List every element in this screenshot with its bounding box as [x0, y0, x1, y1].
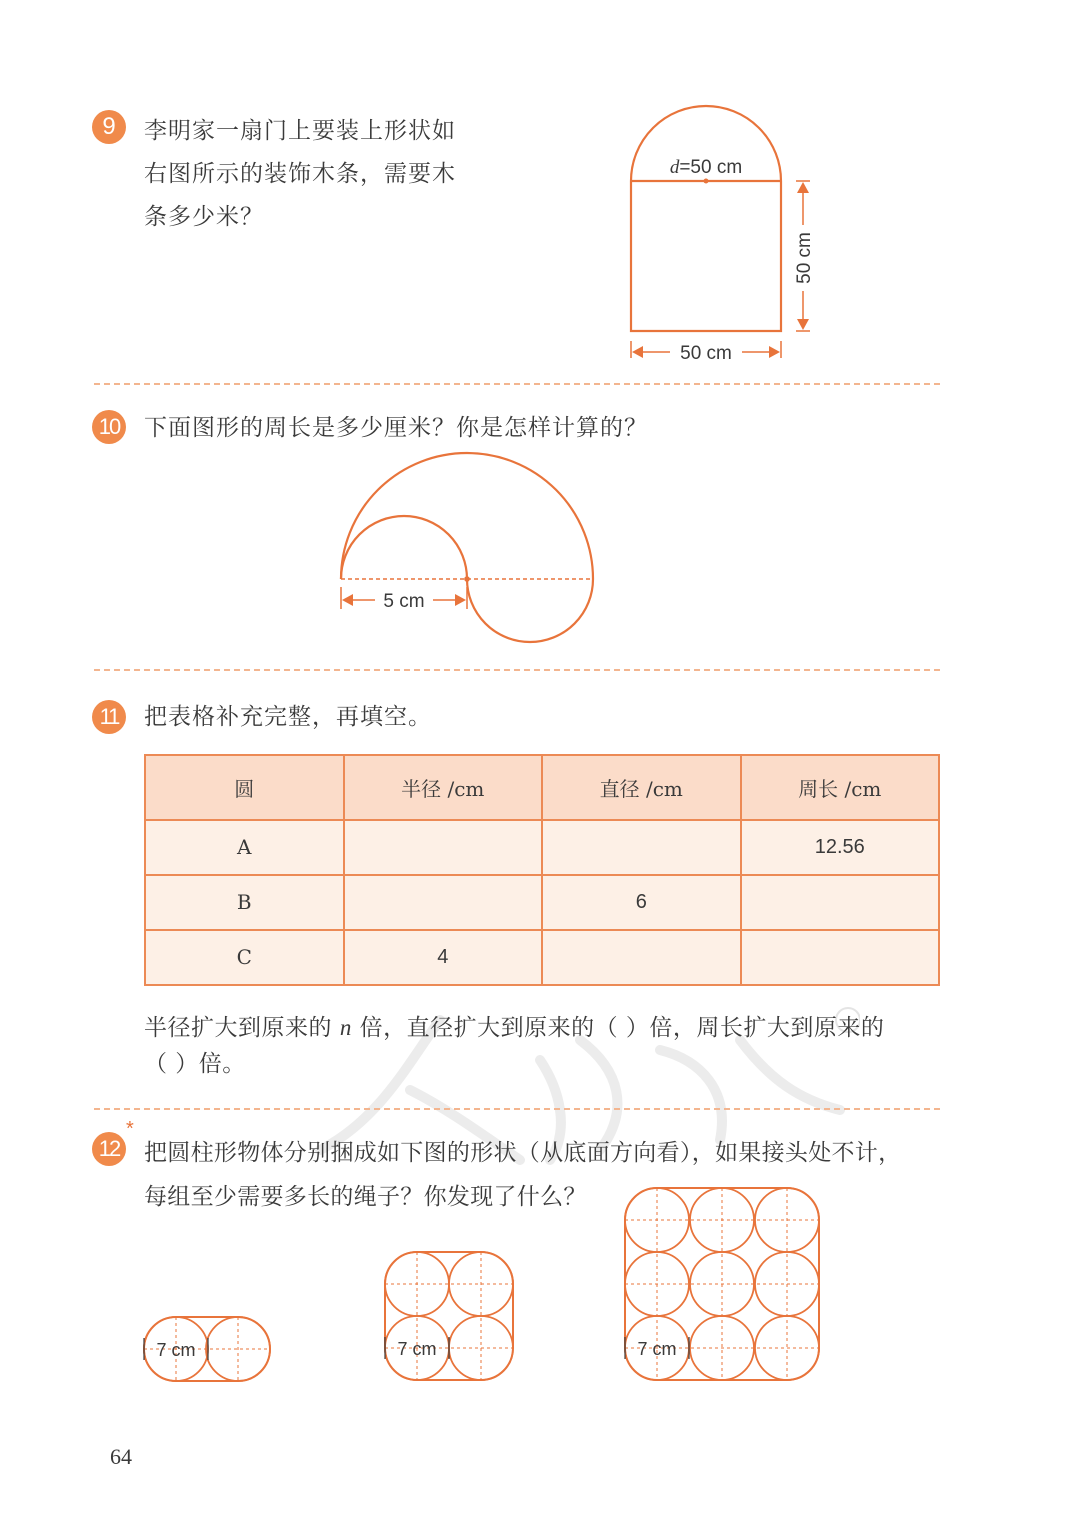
width-label: 50 cm: [680, 343, 732, 364]
optional-star: *: [126, 1118, 134, 1140]
question-number-badge: 9: [92, 110, 126, 144]
page-number: 64: [110, 1444, 132, 1469]
bundle-4-circles: [370, 1240, 530, 1400]
table-cell: B: [145, 875, 344, 930]
table-cell: [741, 875, 940, 930]
question-text: 下面图形的周长是多少厘米？你是怎样计算的？: [144, 415, 648, 441]
table-cell: 12.56: [741, 820, 940, 875]
bundle-9-circles: [610, 1176, 835, 1401]
section-divider: [94, 1108, 940, 1110]
length-label: 5 cm: [383, 591, 425, 612]
question-line: 条多少米？: [144, 204, 264, 230]
question-number-badge: 12: [92, 1132, 126, 1166]
section-divider: [94, 669, 940, 671]
diameter-label: 7 cm: [397, 1339, 437, 1359]
table-header-cell: 周长 /cm: [741, 755, 940, 820]
fill-in-line: （ ）倍。: [144, 1051, 246, 1077]
question-text: [144, 110, 456, 239]
question-number-badge: 11: [92, 700, 126, 734]
section-divider: [94, 383, 940, 385]
table-cell: [542, 820, 741, 875]
table-cell: 4: [344, 930, 543, 985]
question-text: 把表格补充完整，再填空。: [144, 704, 432, 730]
table-cell: 6: [542, 875, 741, 930]
table-cell: C: [145, 930, 344, 985]
question-line: 右图所示的装饰木条，需要木: [144, 161, 456, 187]
table-row: [145, 930, 939, 985]
circle-table: [144, 754, 940, 986]
table-cell: A: [145, 820, 344, 875]
question-line: 李明家一扇门上要装上形状如: [144, 118, 456, 144]
table-cell: [344, 875, 543, 930]
diameter-label: 7 cm: [637, 1339, 677, 1359]
table-cell: [741, 930, 940, 985]
question-number-badge: 10: [92, 410, 126, 444]
variable-n: n: [339, 1015, 352, 1040]
table-row: [145, 875, 939, 930]
fill-in-line: 半径扩大到原来的 n 倍，直径扩大到原来的（ ）倍，周长扩大到原来的: [144, 1015, 885, 1041]
table-cell: [344, 820, 543, 875]
door-arch-diagram: [600, 95, 840, 375]
table-header-cell: 半径 /cm: [344, 755, 543, 820]
table-cell: [542, 930, 741, 985]
question-line: 每组至少需要多长的绳子？你发现了什么？: [144, 1184, 587, 1210]
table-header-cell: 直径 /cm: [542, 755, 741, 820]
diameter-label: 7 cm: [156, 1340, 196, 1360]
height-label: 50 cm: [794, 232, 815, 284]
fill-in-text: [144, 1010, 884, 1082]
table-header-cell: 圆: [145, 755, 344, 820]
table-header-row: [145, 755, 939, 820]
question-line: 把圆柱形物体分别捆成如下图的形状（从底面方向看），如果接头处不计，: [144, 1140, 902, 1166]
diameter-label: d=50 cm: [669, 157, 743, 178]
bundle-2-circles: [130, 1300, 290, 1400]
table-row: [145, 820, 939, 875]
semicircle-figure: [330, 445, 610, 655]
